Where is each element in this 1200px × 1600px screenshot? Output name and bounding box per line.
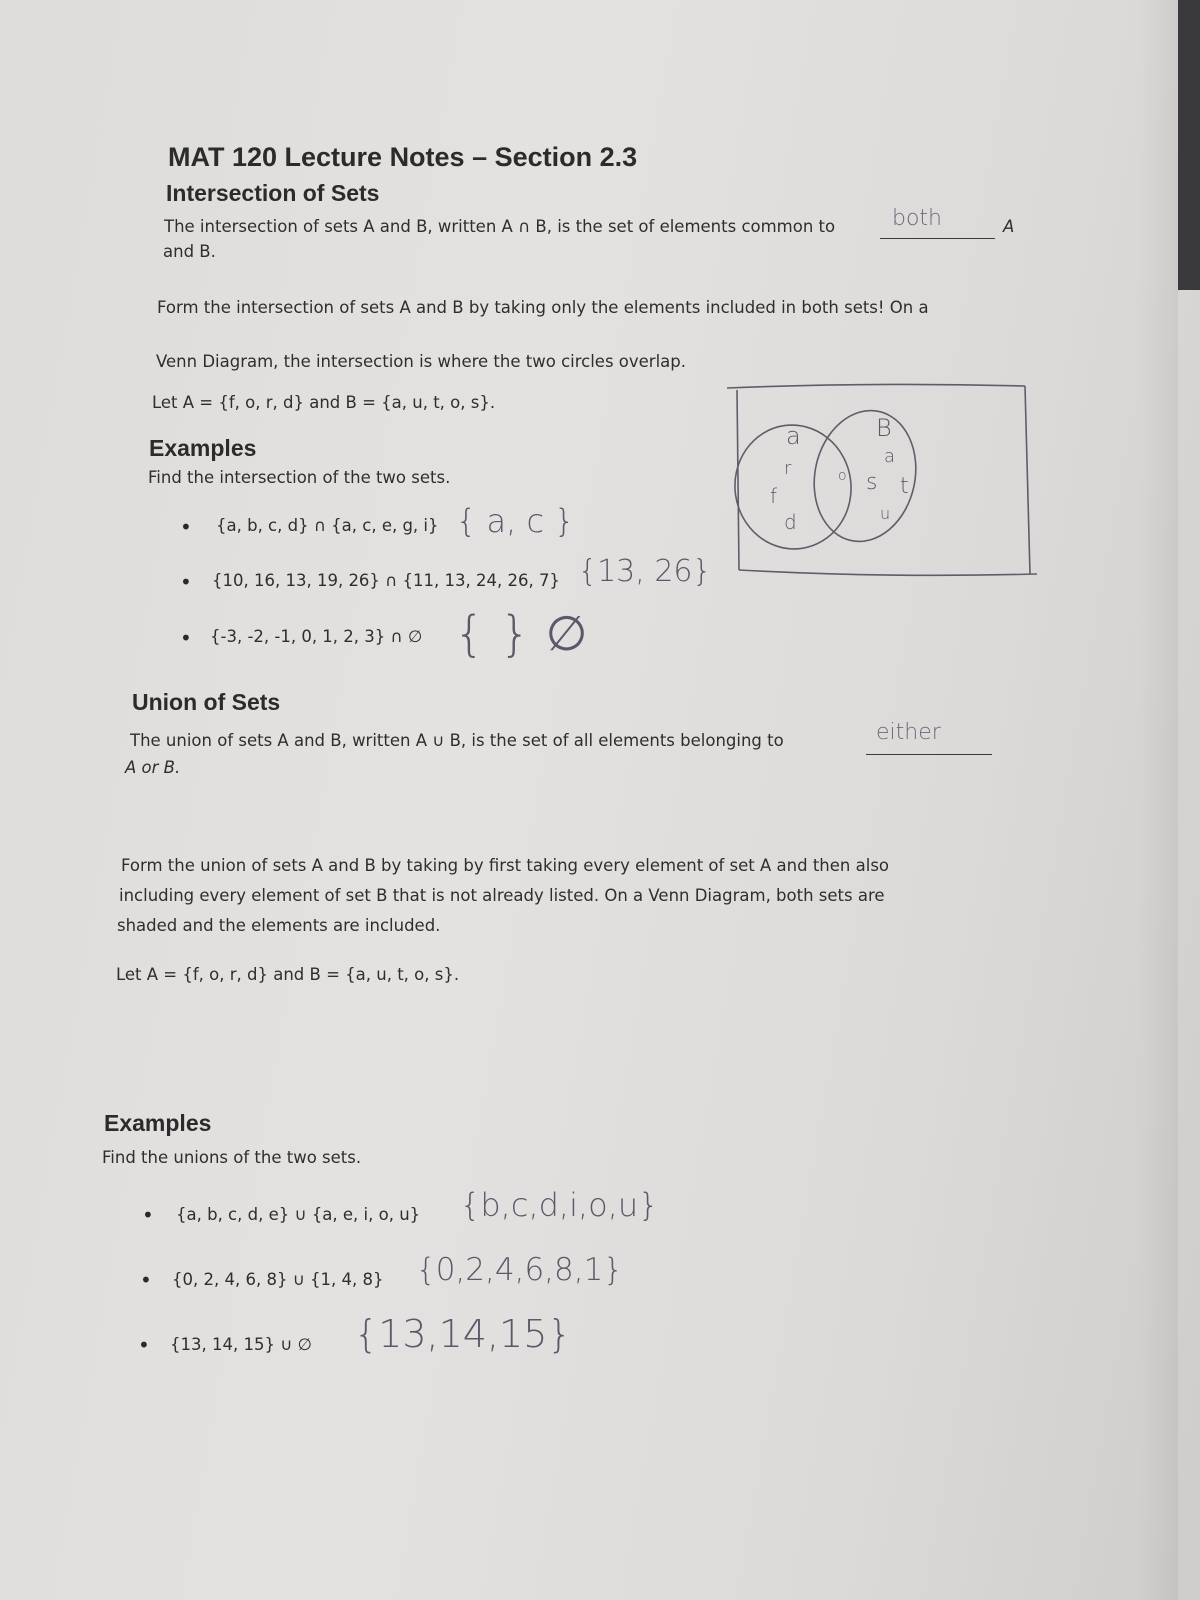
union-definition-line2: A or B. [125,758,181,777]
intersection-form-line1: Form the intersection of sets A and B by taking only the elements included in both sets! On a [157,298,929,317]
venn-b-only-element: a [884,446,896,467]
union-form-line3: shaded and the elements are included. [117,916,441,935]
union-example-2-answer: {0,2,4,6,8,1} [416,1252,624,1288]
bullet-icon: • [180,515,192,539]
bullet-icon: • [140,1268,152,1292]
bullet-icon: • [138,1333,150,1357]
venn-b-only-element: u [880,504,891,523]
union-example-1-answer: {b,c,d,i,o,u} [460,1186,659,1224]
venn-b-only-element: s [866,470,878,495]
venn-a-only-element: d [784,510,797,534]
bullet-icon: • [180,570,192,594]
union-answer-handwritten: either [876,720,941,745]
intersection-example-1-answer: { a, c } [456,502,575,540]
intersection-example-2-problem: {10, 16, 13, 19, 26} ∩ {11, 13, 24, 26, 7} [212,571,560,590]
intersection-example-1-problem: {a, b, c, d} ∩ {a, c, e, g, i} [216,516,439,535]
union-example-3-answer: {13,14,15} [354,1312,572,1356]
venn-intersection-element: o [838,468,847,484]
intersection-example-3-problem: {-3, -2, -1, 0, 1, 2, 3} ∩ ∅ [210,627,423,646]
union-definition-line1: The union of sets A and B, written A ∪ B, is the set of all elements belonging to [130,731,784,750]
union-form-line2: including every element of set B that is not already listed. On a Venn Diagram, both sets are [119,886,885,905]
union-let-line: Let A = {f, o, r, d} and B = {a, u, t, o, s}. [116,965,460,984]
intersection-let-line: Let A = {f, o, r, d} and B = {a, u, t, o, s}. [152,393,496,412]
union-example-3-problem: {13, 14, 15} ∪ ∅ [170,1335,312,1354]
background-edge [1178,0,1200,290]
intersection-example-3-answer: { } ∅ [454,606,588,662]
bullet-icon: • [180,626,192,650]
union-examples-heading: Examples [104,1110,212,1136]
union-heading: Union of Sets [132,689,281,715]
intersection-definition-after-blank: A [1003,217,1015,236]
intersection-answer-handwritten: both [892,206,942,231]
intersection-definition-line1: The intersection of sets A and B, written A ∩ B, is the set of elements common to [164,217,836,236]
venn-a-only-element: f [770,484,778,508]
union-form-line1: Form the union of sets A and B by taking by first taking every element of set A and then also [121,856,890,875]
page-title: MAT 120 Lecture Notes – Section 2.3 [168,142,638,172]
intersection-examples-instruction: Find the intersection of the two sets. [148,468,451,487]
venn-a-only-element: r [784,458,792,479]
venn-b-only-element: t [900,474,909,499]
venn-label-b: B [876,414,892,442]
page-shadow [1138,0,1178,1600]
intersection-examples-heading: Examples [149,435,257,461]
intersection-form-line2: Venn Diagram, the intersection is where the two circles overlap. [156,352,686,371]
bullet-icon: • [142,1203,154,1227]
venn-label-a: a [786,422,801,450]
union-examples-instruction: Find the unions of the two sets. [102,1148,362,1167]
intersection-definition-line2: and B. [163,242,216,261]
intersection-heading: Intersection of Sets [166,180,380,206]
intersection-example-2-answer: {13, 26} [578,554,712,589]
union-example-2-problem: {0, 2, 4, 6, 8} ∪ {1, 4, 8} [172,1270,384,1289]
union-example-1-problem: {a, b, c, d, e} ∪ {a, e, i, o, u} [176,1205,421,1224]
